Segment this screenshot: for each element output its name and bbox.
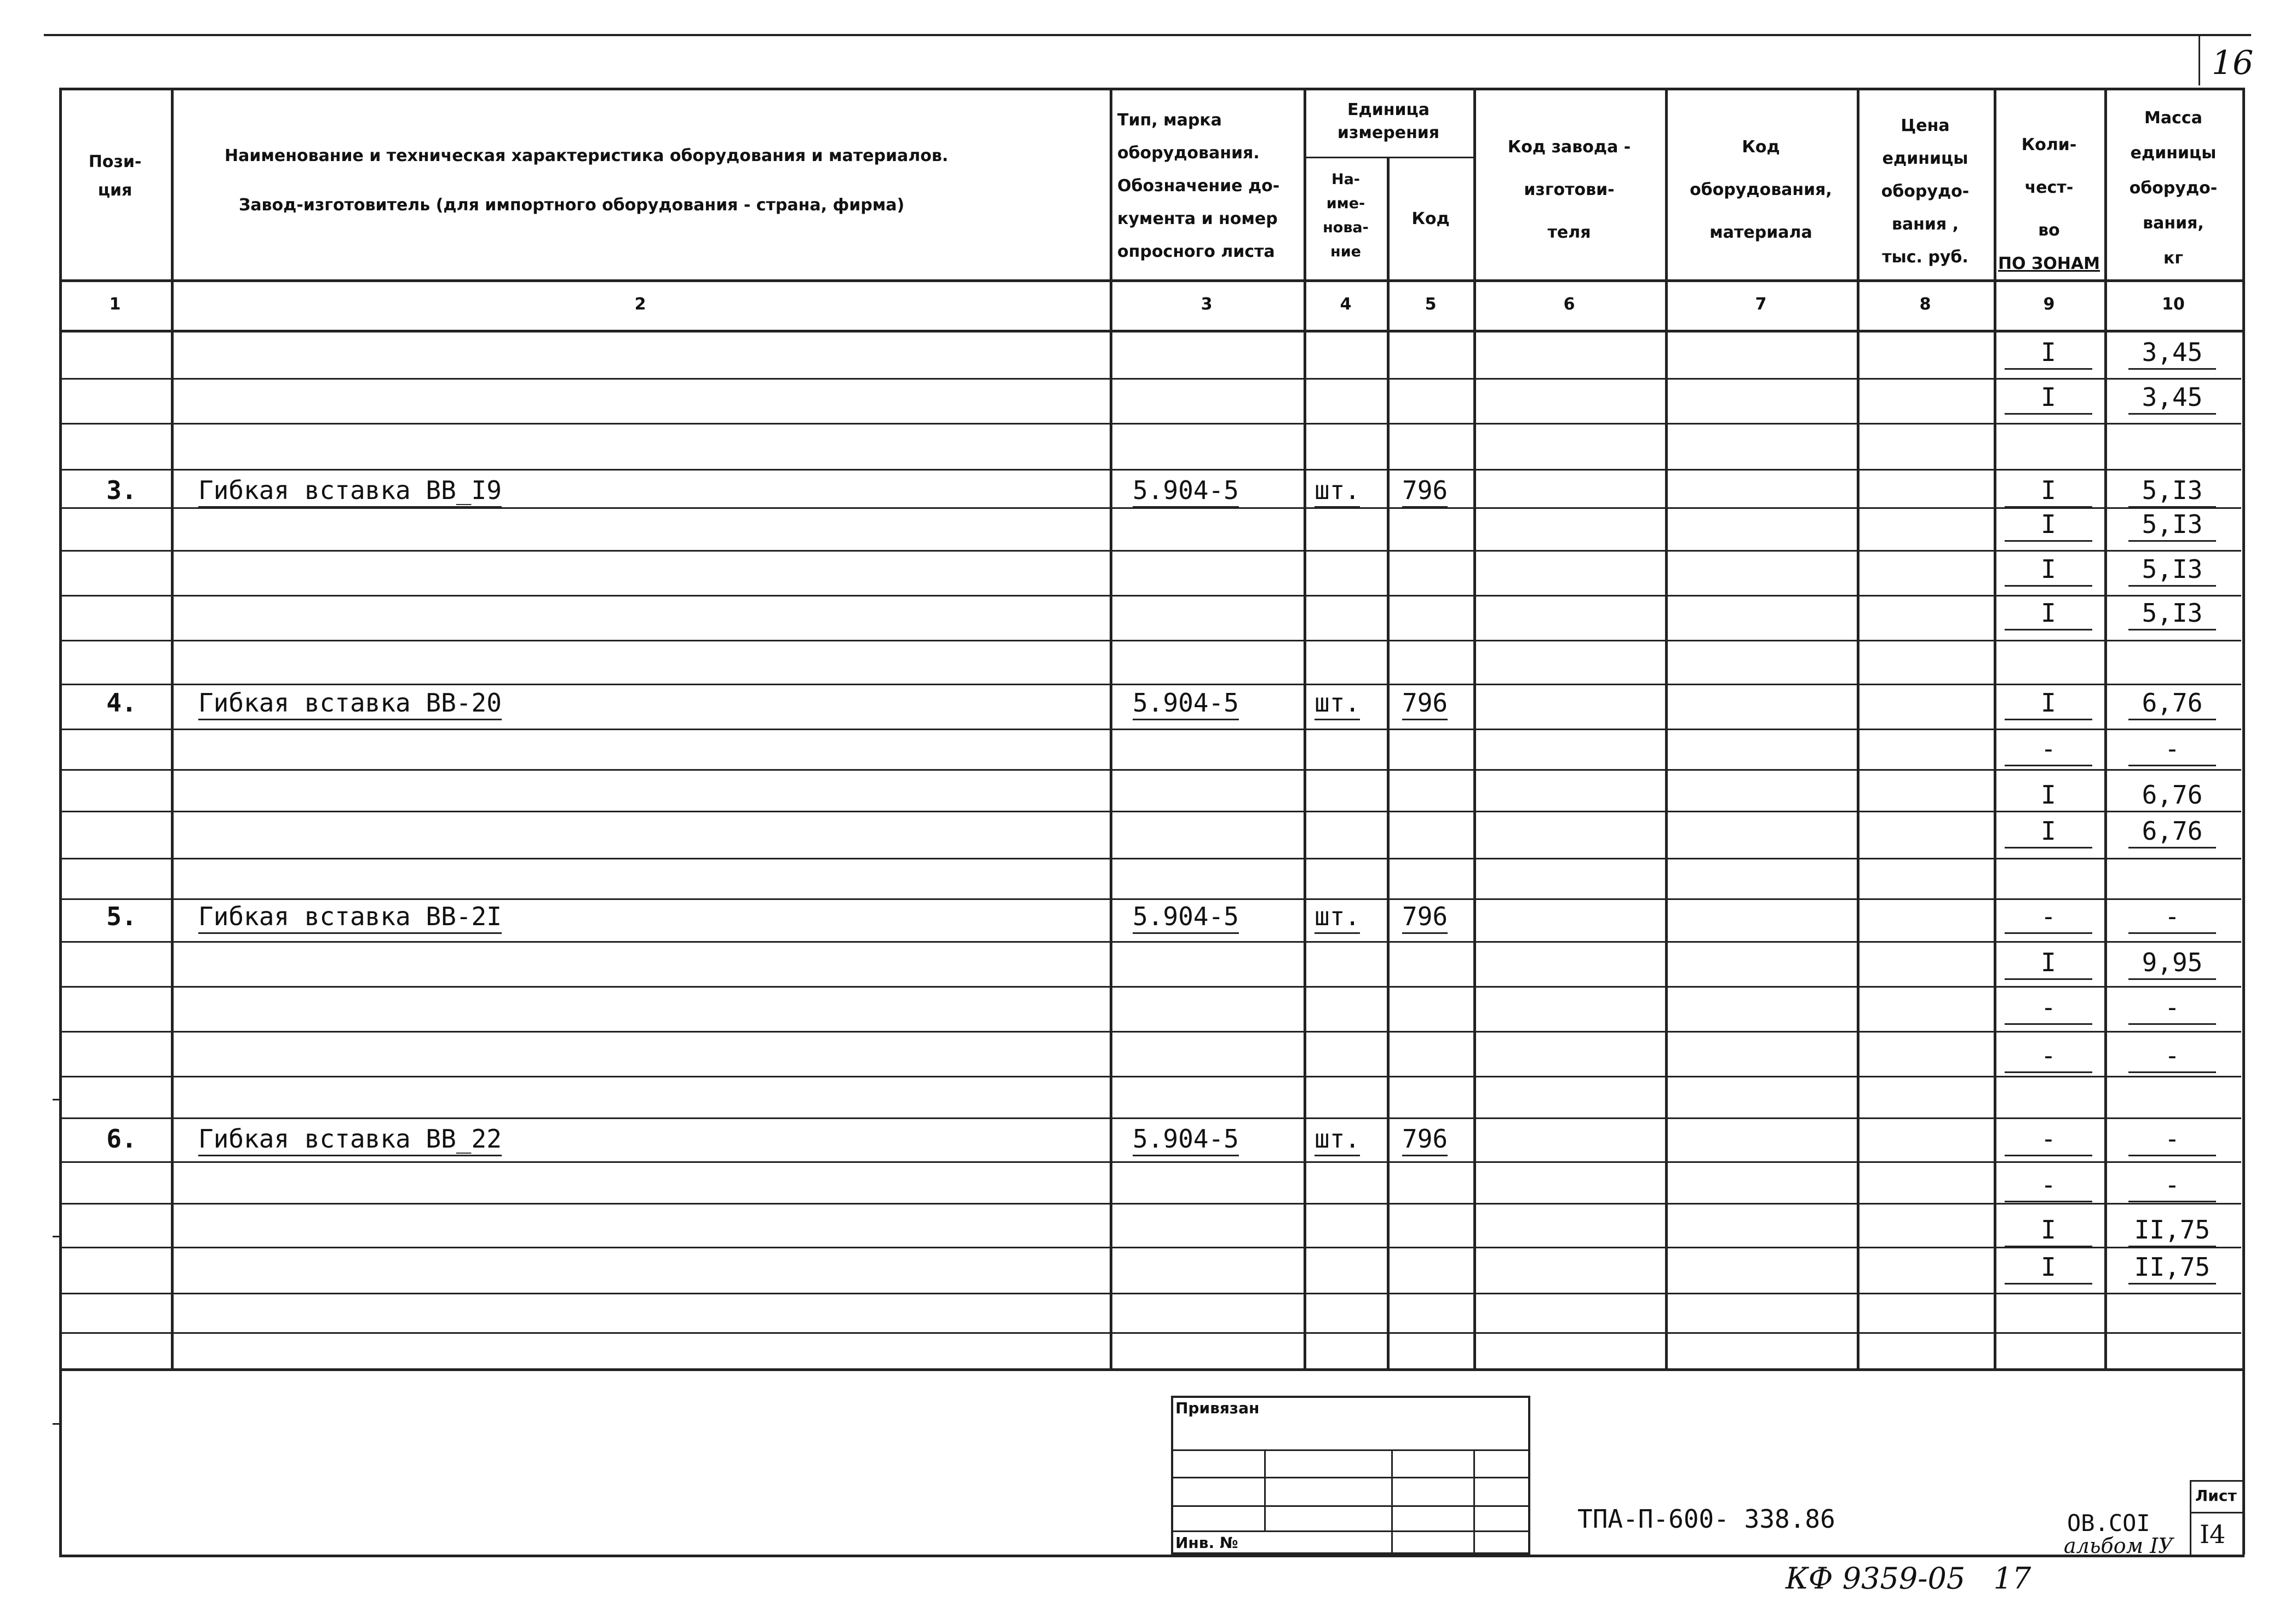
- row-quantity: I: [2005, 598, 2092, 630]
- row-quantity: I: [2005, 948, 2092, 980]
- row-line: [61, 550, 2241, 552]
- top-right-tick: [2199, 34, 2200, 85]
- col-num-10: 10: [2162, 295, 2185, 314]
- row-line: [61, 986, 2241, 988]
- row-name: Гибкая вставка ВВ-2I: [198, 902, 502, 934]
- col-line-6: [1665, 88, 1668, 1368]
- header-col5: Код: [1411, 209, 1450, 228]
- col-num-2: 2: [634, 295, 646, 314]
- row-quantity: I: [2005, 554, 2092, 587]
- stamp-line-1: [1171, 1449, 1530, 1451]
- row-position: 6.: [106, 1124, 137, 1154]
- row-unit-code: 796: [1402, 475, 1448, 508]
- row-quantity: I: [2005, 382, 2092, 415]
- header-unit-group: Единица измерения: [1337, 100, 1440, 142]
- row-line: [61, 1117, 2241, 1119]
- row-unit: шт.: [1315, 902, 1360, 934]
- row-line: [61, 1293, 2241, 1294]
- top-border-line: [44, 34, 2251, 36]
- frame-top: [59, 88, 2245, 90]
- row-mass: -: [2128, 1124, 2216, 1156]
- col-line-5: [1473, 88, 1476, 1368]
- row-unit-code: 796: [1402, 688, 1448, 720]
- row-unit: шт.: [1315, 1124, 1360, 1156]
- row-mass: 5,I3: [2128, 554, 2216, 587]
- stamp-vline-3: [1473, 1449, 1475, 1555]
- col-num-4: 4: [1340, 295, 1352, 314]
- col-num-5: 5: [1425, 295, 1437, 314]
- row-mass: -: [2128, 993, 2216, 1025]
- header-col3: Тип, марка оборудования. Обозначение до- кумента и номер опросного листа: [1117, 111, 1280, 261]
- header-col10: Масса единицы оборудо- вания, кг: [2129, 108, 2218, 268]
- row-line: [61, 898, 2241, 900]
- stamp-line-2: [1171, 1477, 1530, 1478]
- album-label: альбом IУ: [2064, 1534, 2173, 1558]
- row-mass: -: [2128, 734, 2216, 766]
- row-line: [61, 684, 2241, 685]
- row-line: [61, 378, 2241, 380]
- row-position: 3.: [106, 475, 137, 505]
- margin-tick-2: [53, 1236, 60, 1237]
- stamp-line-4: [1171, 1530, 1530, 1532]
- row-name: Гибкая вставка ВВ_I9: [198, 475, 502, 508]
- row-quantity: I: [2005, 509, 2092, 542]
- row-mass: 5,I3: [2128, 509, 2216, 542]
- col-num-7: 7: [1755, 295, 1767, 314]
- col-line-7: [1857, 88, 1859, 1368]
- row-mass: 3,45: [2128, 337, 2216, 370]
- row-quantity: I: [2005, 475, 2092, 508]
- header-col1: Пози- ция: [88, 152, 142, 200]
- row-quantity: -: [2005, 1170, 2092, 1202]
- header-col2: Наименование и техническая характеристика оборудования и материалов. Завод-изготовитель (для импортного оборудования - страна, фирма): [225, 146, 949, 215]
- header-col4: На- име- нова- ние: [1323, 171, 1369, 260]
- row-quantity: -: [2005, 1124, 2092, 1156]
- row-mass: 6,76: [2128, 780, 2216, 812]
- row-unit: шт.: [1315, 475, 1360, 508]
- margin-tick-1: [53, 1099, 60, 1100]
- row-mass: 5,I3: [2128, 475, 2216, 508]
- header-col7: Код оборудования, материала: [1690, 137, 1832, 242]
- row-line: [61, 811, 2241, 812]
- sheet-value: I4: [2200, 1519, 2226, 1549]
- col-line-9: [2104, 88, 2107, 1368]
- row-mass: 5,I3: [2128, 598, 2216, 630]
- row-line: [61, 423, 2241, 425]
- sheet-number-top: 16: [2212, 44, 2254, 82]
- row-mass: -: [2128, 1041, 2216, 1073]
- row-line: [61, 469, 2241, 471]
- row-line: [61, 1076, 2241, 1077]
- row-line: [61, 1203, 2241, 1205]
- sheet-box-top: [2190, 1480, 2242, 1482]
- row-quantity: I: [2005, 688, 2092, 720]
- row-line: [61, 640, 2241, 641]
- col-num-9: 9: [2043, 295, 2055, 314]
- row-quantity: I: [2005, 1215, 2092, 1247]
- row-line: [61, 1247, 2241, 1248]
- footer-code: КФ 9359-05 17: [1786, 1561, 2031, 1596]
- row-mass: II,75: [2128, 1252, 2216, 1285]
- ov-code: ОВ.СОI: [2067, 1510, 2150, 1536]
- stamp-inv-label: Инв. №: [1175, 1534, 1238, 1552]
- row-quantity: I: [2005, 816, 2092, 848]
- row-line: [61, 1332, 2241, 1334]
- row-unit-code: 796: [1402, 1124, 1448, 1156]
- sheet-box-mid: [2190, 1512, 2242, 1513]
- row-mass: 9,95: [2128, 948, 2216, 980]
- doc-code: ТПА-П-600- 338.86: [1577, 1504, 1835, 1534]
- col-line-1: [171, 88, 174, 1368]
- row-line: [61, 941, 2241, 943]
- row-mass: -: [2128, 902, 2216, 934]
- row-doc-number: 5.904-5: [1133, 902, 1239, 934]
- col-line-2: [1110, 88, 1112, 1368]
- col-num-8: 8: [1919, 295, 1931, 314]
- stamp-line-3: [1171, 1505, 1530, 1507]
- row-mass: 3,45: [2128, 382, 2216, 415]
- row-line: [61, 1161, 2241, 1163]
- row-doc-number: 5.904-5: [1133, 1124, 1239, 1156]
- row-name: Гибкая вставка ВВ-20: [198, 688, 502, 720]
- row-doc-number: 5.904-5: [1133, 688, 1239, 720]
- row-name: Гибкая вставка ВВ_22: [198, 1124, 502, 1156]
- col-line-3: [1304, 88, 1306, 1368]
- row-mass: 6,76: [2128, 816, 2216, 848]
- frame-bottom: [59, 1555, 2245, 1557]
- row-quantity: -: [2005, 902, 2092, 934]
- stamp-attached-label: Привязан: [1175, 1399, 1260, 1417]
- row-position: 5.: [106, 902, 137, 931]
- margin-tick-3: [53, 1423, 60, 1425]
- col-line-8: [1994, 88, 1996, 1368]
- header-col6: Код завода - изготови- теля: [1507, 137, 1631, 242]
- row-quantity: -: [2005, 993, 2092, 1025]
- row-quantity: -: [2005, 734, 2092, 766]
- header-col8: Цена единицы оборудо- вания , тыс. руб.: [1881, 116, 1970, 267]
- row-mass: 6,76: [2128, 688, 2216, 720]
- row-unit-code: 796: [1402, 902, 1448, 934]
- stamp-vline-1: [1264, 1449, 1266, 1530]
- col-num-3: 3: [1201, 295, 1213, 314]
- row-mass: -: [2128, 1170, 2216, 1202]
- row-quantity: -: [2005, 1041, 2092, 1073]
- row-mass: II,75: [2128, 1215, 2216, 1247]
- col-line-4: [1387, 157, 1390, 1368]
- row-quantity: I: [2005, 780, 2092, 812]
- col-num-1: 1: [109, 295, 121, 314]
- header-bottom-line: [59, 279, 2245, 282]
- row-line: [61, 729, 2241, 730]
- row-line: [61, 858, 2241, 859]
- row-position: 4.: [106, 688, 137, 718]
- col-num-6: 6: [1563, 295, 1575, 314]
- header-col9: Коли- чест- во ПО ЗОНАМ: [1997, 135, 2100, 273]
- frame-right: [2242, 88, 2245, 1555]
- row-unit: шт.: [1315, 688, 1360, 720]
- sheet-box-left: [2190, 1480, 2191, 1555]
- row-doc-number: 5.904-5: [1133, 475, 1239, 508]
- column-number-line: [59, 330, 2245, 332]
- row-line: [61, 769, 2241, 771]
- row-line: [61, 1031, 2241, 1033]
- row-line: [61, 595, 2241, 597]
- row-quantity: I: [2005, 337, 2092, 370]
- table-bottom-line: [59, 1368, 2245, 1371]
- row-quantity: I: [2005, 1252, 2092, 1285]
- stamp-vline-2: [1391, 1449, 1393, 1555]
- sheet-label: Лист: [2195, 1487, 2237, 1505]
